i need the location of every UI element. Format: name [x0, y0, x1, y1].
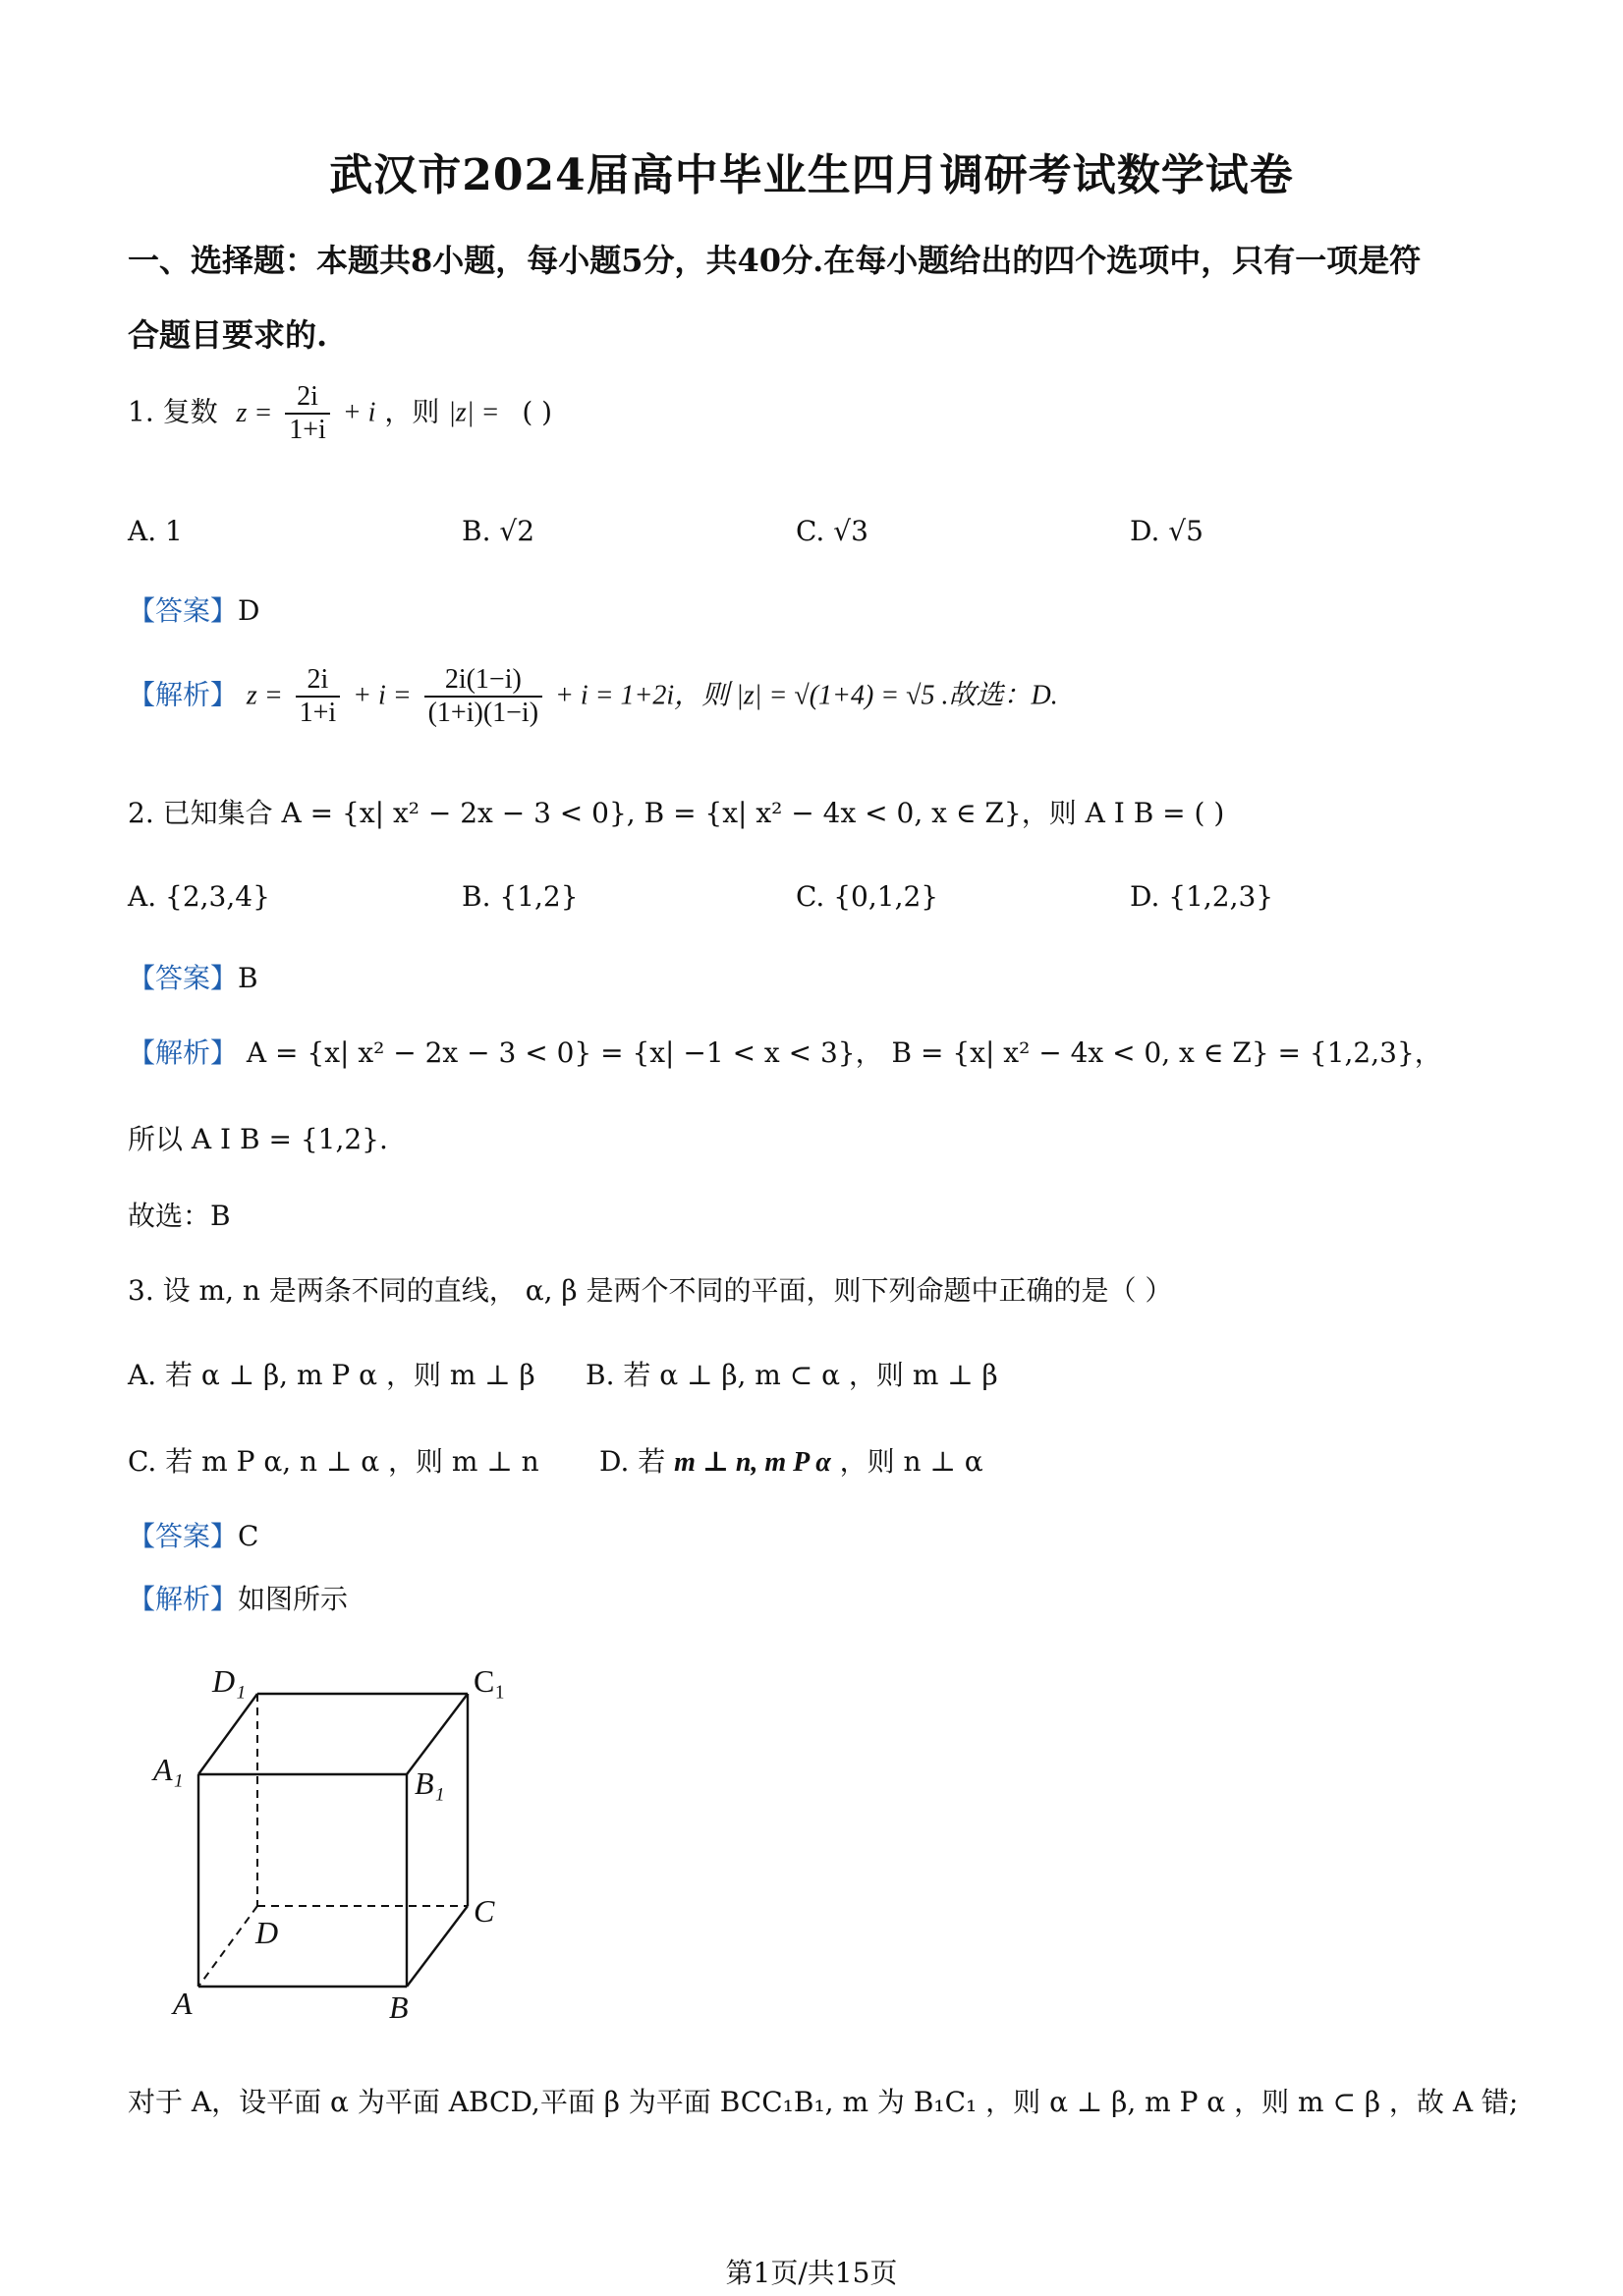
q3-option-b: B. 若 α ⊥ β, m ⊂ α ，则 m ⊥ β — [586, 1359, 998, 1391]
q1-prefix: 1. 复数 — [128, 395, 218, 428]
page-footer: 第1页/共15页 — [725, 2257, 898, 2289]
q1-option-c: C. √3 — [796, 515, 868, 547]
cube-figure — [147, 1660, 560, 2034]
edge-CB — [407, 1906, 468, 1987]
q3-option-d-prefix: D. 若 — [599, 1445, 666, 1478]
q1-option-b: B. √2 — [462, 515, 535, 547]
q3-analysis-row — [128, 1578, 348, 1617]
q2-option-c: C. {0,1,2} — [796, 880, 939, 913]
label-D1: D₁ — [212, 1663, 247, 1699]
q1-analysis-row — [128, 664, 1058, 729]
q2-option-d: D. {1,2,3} — [1130, 880, 1274, 913]
q2-answer-row — [128, 957, 258, 996]
q2-answer: B — [238, 962, 258, 994]
analysis-tag: 【解析】 — [128, 1036, 239, 1069]
q2-analysis-3: 故选：B — [128, 1200, 231, 1232]
q1-fraction-num: 2i — [285, 381, 330, 415]
label-C1: C₁ — [474, 1663, 506, 1699]
q2-analysis-row — [128, 1032, 1442, 1071]
q3-option-c: C. 若 m P α, n ⊥ α ，则 m ⊥ n — [128, 1445, 539, 1478]
analysis-tag: 【解析】 — [128, 1583, 239, 1615]
q1-analysis-mid: + i = — [353, 680, 412, 711]
edge-DA-hidden — [198, 1906, 257, 1987]
q1-answer-row — [128, 589, 259, 629]
q3-option-d-post: ，则 n ⊥ α — [839, 1445, 983, 1478]
q3-answer: C — [238, 1520, 259, 1552]
label-C: C — [474, 1893, 495, 1929]
analysis-tag: 【解析】 — [128, 678, 239, 711]
q1-then: ，则 — [384, 395, 440, 428]
answer-tag: 【答案】 — [128, 962, 239, 994]
q3-option-d — [599, 1440, 983, 1480]
q3-answer-row — [128, 1515, 258, 1554]
q3-option-a: A. 若 α ⊥ β, m P α ，则 m ⊥ β — [128, 1359, 535, 1391]
answer-tag: 【答案】 — [128, 594, 239, 627]
label-A1: A₁ — [153, 1752, 184, 1787]
q1-answer: D — [238, 594, 260, 627]
q1-plus: + i — [342, 397, 376, 428]
q1-analysis-fraction-1 — [296, 664, 341, 729]
q2-analysis-1: A = {x| x² − 2x − 3 < 0} = {x| −1 < x < 3}， B = {x| x² − 4x < 0, x ∈ Z} = {1,2,3}， — [246, 1036, 1442, 1069]
q1-analysis-den1: 1+i — [299, 698, 337, 728]
question-2: 2. 已知集合 A = {x| x² − 2x − 3 < 0}, B = {x| x² − 4x < 0, x ∈ Z}，则 A I B = ( ) — [128, 797, 1225, 829]
q1-option-d: D. √5 — [1130, 515, 1203, 547]
label-D: D — [255, 1915, 279, 1950]
q3-option-d-math: m ⊥ n, m P α — [674, 1447, 831, 1478]
question-1 — [128, 381, 552, 446]
q1-analysis-fraction-2 — [424, 664, 542, 729]
q1-fraction-den: 1+i — [289, 415, 326, 445]
q1-z: z = — [236, 397, 273, 428]
section-heading-line2: 合题目要求的. — [128, 316, 328, 354]
edge-A1D1 — [198, 1694, 257, 1774]
edge-C1B1 — [407, 1694, 468, 1774]
q1-paren: ( ) — [522, 395, 553, 428]
q2-option-b: B. {1,2} — [462, 880, 579, 913]
label-A: A — [173, 1986, 193, 2021]
q3-analysis: 如图所示 — [238, 1583, 349, 1615]
q1-analysis-num2: 2i(1−i) — [424, 664, 542, 698]
q1-analysis-den2: (1+i)(1−i) — [427, 698, 539, 728]
q1-analysis-end: + i = 1+2i，则 |z| = √(1+4) = √5 .故选：D. — [554, 680, 1058, 711]
answer-tag: 【答案】 — [128, 1520, 239, 1552]
question-3: 3. 设 m, n 是两条不同的直线， α, β 是两个不同的平面，则下列命题中正确的是（ ） — [128, 1274, 1173, 1307]
q1-abs: |z| = — [448, 397, 500, 428]
q1-analysis-pre: z = — [246, 680, 283, 711]
q1-fraction — [285, 381, 330, 446]
section-heading-line1: 一、选择题：本题共8小题，每小题5分，共40分.在每小题给出的四个选项中，只有一项是符 — [128, 242, 1422, 279]
label-B1: B₁ — [415, 1765, 445, 1801]
q2-option-a: A. {2,3,4} — [128, 880, 270, 913]
page-title: 武汉市2024届高中毕业生四月调研考试数学试卷 — [329, 150, 1294, 200]
q2-analysis-2: 所以 A I B = {1,2}. — [128, 1123, 388, 1155]
label-B: B — [389, 1989, 409, 2025]
q3-conclusion: 对于 A，设平面 α 为平面 ABCD,平面 β 为平面 BCC₁B₁, m 为 B₁C₁ ，则 α ⊥ β, m P α ，则 m ⊂ β ，故 A 错; — [128, 2086, 1519, 2118]
q1-analysis-num1: 2i — [296, 664, 341, 698]
q1-option-a: A. 1 — [128, 515, 183, 547]
